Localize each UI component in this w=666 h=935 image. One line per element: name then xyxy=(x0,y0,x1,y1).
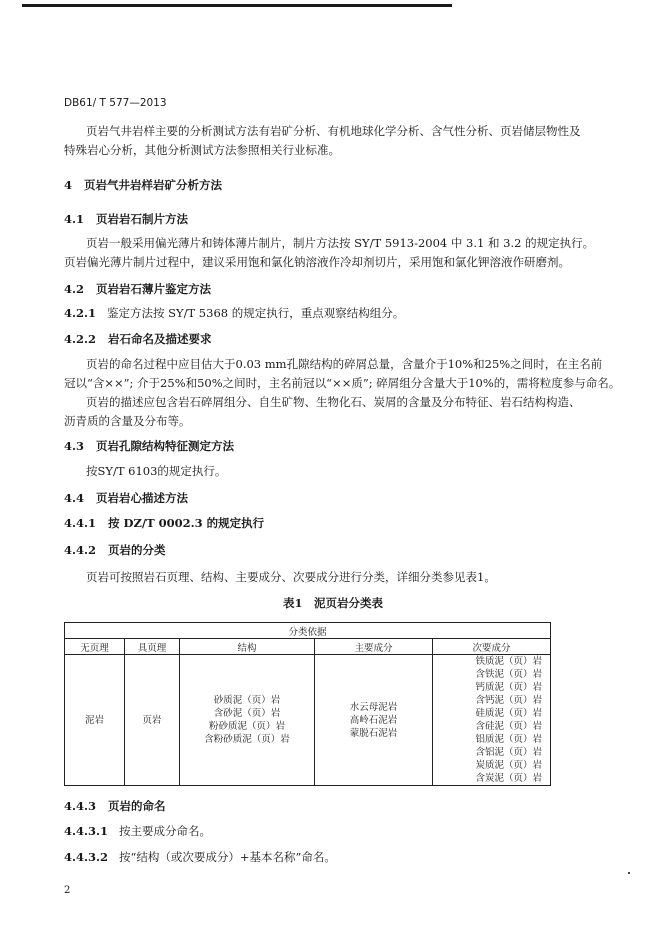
section-4-1-para-2: 页岩偏光薄片制片过程中，建议采用饱和氯化钠溶液作冷却剂切片，采用饱和氯化钾溶液作研磨剂。 xyxy=(64,255,570,269)
minor-component-item: 炭质泥（页）岩 xyxy=(475,760,543,771)
section-4-4-3-number: 4.4.3 xyxy=(64,799,97,813)
section-4-3-number: 4.3 xyxy=(64,439,85,453)
section-4-2-title: 页岩岩石薄片鉴定方法 xyxy=(96,282,212,296)
section-4-4-2-heading xyxy=(64,543,166,557)
section-4-2-1 xyxy=(64,306,404,320)
page-number: 2 xyxy=(64,885,71,896)
section-4-3-title: 页岩孔隙结构特征测定方法 xyxy=(96,439,235,453)
minor-component-item: 钙质泥（页）岩 xyxy=(475,682,543,693)
table-1-caption: 表1 泥页岩分类表 xyxy=(282,596,383,610)
section-4-4-heading xyxy=(64,491,188,505)
cell-minor-components xyxy=(433,655,551,786)
section-4-2-2-number: 4.2.2 xyxy=(64,332,97,346)
minor-component-item: 铝质泥（页）岩 xyxy=(475,734,543,745)
column-header-minor-components: 次要成分 xyxy=(433,639,551,655)
section-4-4-1-number: 4.4.1 xyxy=(64,516,97,530)
minor-component-item: 铁质泥（页）岩 xyxy=(475,656,543,667)
structure-item: 砂质泥（页）岩 xyxy=(213,695,281,706)
section-4-2-2-title: 岩石命名及描述要求 xyxy=(108,332,212,346)
minor-component-item: 含炭泥（页）岩 xyxy=(475,773,543,784)
section-4-4-3-title: 页岩的命名 xyxy=(108,799,166,813)
section-4-2-2-heading xyxy=(64,332,212,346)
structure-item: 粉砂质泥（页）岩 xyxy=(208,721,285,732)
shale-classification-table xyxy=(64,622,551,786)
section-4-2-2-para-2b: 沥青质的含量及分布等。 xyxy=(64,414,191,428)
section-4-4-3-heading xyxy=(64,799,166,813)
section-4-4-3-2 xyxy=(64,850,336,864)
minor-component-item: 含硅泥（页）岩 xyxy=(475,721,543,732)
cell-no-lamination: 泥岩 xyxy=(65,655,125,786)
cell-main-components xyxy=(315,655,433,786)
minor-component-item: 含铁泥（页）岩 xyxy=(475,669,543,680)
section-4-2-1-number: 4.2.1 xyxy=(64,306,97,320)
section-4-2-2-para-1b: 冠以“含××”; 介于25%和50%之间时，主名前冠以“××质”; 碎屑组分含量大于10%的，需将粒度参与命名。 xyxy=(64,376,621,390)
section-4-2-2-para-1a: 页岩的命名过程中应目估大于0.03 mm孔隙结构的碎屑总量，含量介于10%和25%之间时，在主名前 xyxy=(86,357,603,371)
column-header-with-lamination: 具页理 xyxy=(125,639,180,655)
column-header-main-components: 主要成分 xyxy=(315,639,433,655)
section-4-4-2-title: 页岩的分类 xyxy=(108,543,166,557)
section-4-2-number: 4.2 xyxy=(64,282,85,296)
section-4-4-2-number: 4.4.2 xyxy=(64,543,97,557)
section-4-3-heading xyxy=(64,439,234,453)
intro-line-1: 页岩气井岩样主要的分析测试方法有岩矿分析、有机地球化学分析、含气性分析、页岩储层物性及 xyxy=(86,124,581,138)
section-4-3-text: 按SY/T 6103的规定执行。 xyxy=(86,464,227,478)
section-4-2-1-text: 鉴定方法按 SY/T 5368 的规定执行，重点观察结构组分。 xyxy=(106,306,405,320)
section-4-number: 4 xyxy=(64,178,73,192)
section-4-4-3-1-number: 4.4.3.1 xyxy=(64,824,109,838)
section-4-4-3-2-text: 按“结构（或次要成分）+基本名称”命名。 xyxy=(119,850,336,864)
section-4-1-number: 4.1 xyxy=(64,212,85,226)
section-4-4-2-text: 页岩可按照岩石页理、结构、主要成分、次要成分进行分类，详细分类参见表1。 xyxy=(86,570,496,584)
minor-component-item: 含钙泥（页）岩 xyxy=(475,695,543,706)
section-4-4-3-2-number: 4.4.3.2 xyxy=(64,850,109,864)
column-header-no-lamination: 无页理 xyxy=(65,639,125,655)
structure-item: 含粉砂质泥（页）岩 xyxy=(204,734,290,745)
section-4-4-number: 4.4 xyxy=(64,491,85,505)
section-4-1-title: 页岩岩石制片方法 xyxy=(96,212,189,226)
section-4-4-1 xyxy=(64,516,264,530)
section-4-4-3-1 xyxy=(64,824,211,838)
scan-speck xyxy=(628,872,630,874)
doc-code: DB61/ T 577—2013 xyxy=(64,97,167,109)
main-component-item: 高岭石泥岩 xyxy=(349,714,398,726)
minor-component-item: 硅质泥（页）岩 xyxy=(475,708,543,719)
section-4-4-1-text: 按 DZ/T 0002.3 的规定执行 xyxy=(108,516,265,530)
table-group-header: 分类依据 xyxy=(65,623,551,639)
main-component-item: 水云母泥岩 xyxy=(349,701,398,713)
section-4-title: 页岩气井岩样岩矿分析方法 xyxy=(84,178,223,192)
section-4-2-heading xyxy=(64,282,211,296)
section-4-4-3-1-text: 按主要成分命名。 xyxy=(119,824,211,838)
section-4-4-title: 页岩岩心描述方法 xyxy=(96,491,189,505)
section-4-heading xyxy=(64,178,222,192)
section-4-1-heading xyxy=(64,212,188,226)
main-component-item: 蒙脱石泥岩 xyxy=(349,727,398,739)
intro-line-2: 特殊岩心分析，其他分析测试方法参照相关行业标准。 xyxy=(64,143,340,157)
minor-component-item: 含铝泥（页）岩 xyxy=(475,747,543,758)
cell-with-lamination: 页岩 xyxy=(125,655,180,786)
header-rule xyxy=(22,4,452,7)
cell-structure xyxy=(180,655,315,786)
section-4-1-para-1: 页岩一般采用偏光薄片和铸体薄片制片，制片方法按 SY/T 5913-2004 中 3.1 和 3.2 的规定执行。 xyxy=(86,236,595,250)
section-4-2-2-para-2a: 页岩的描述应包含岩石碎屑组分、自生矿物、生物化石、炭屑的含量及分布特征、岩石结构构造、 xyxy=(86,395,581,409)
structure-item: 含砂泥（页）岩 xyxy=(213,708,281,719)
column-header-structure: 结构 xyxy=(180,639,315,655)
